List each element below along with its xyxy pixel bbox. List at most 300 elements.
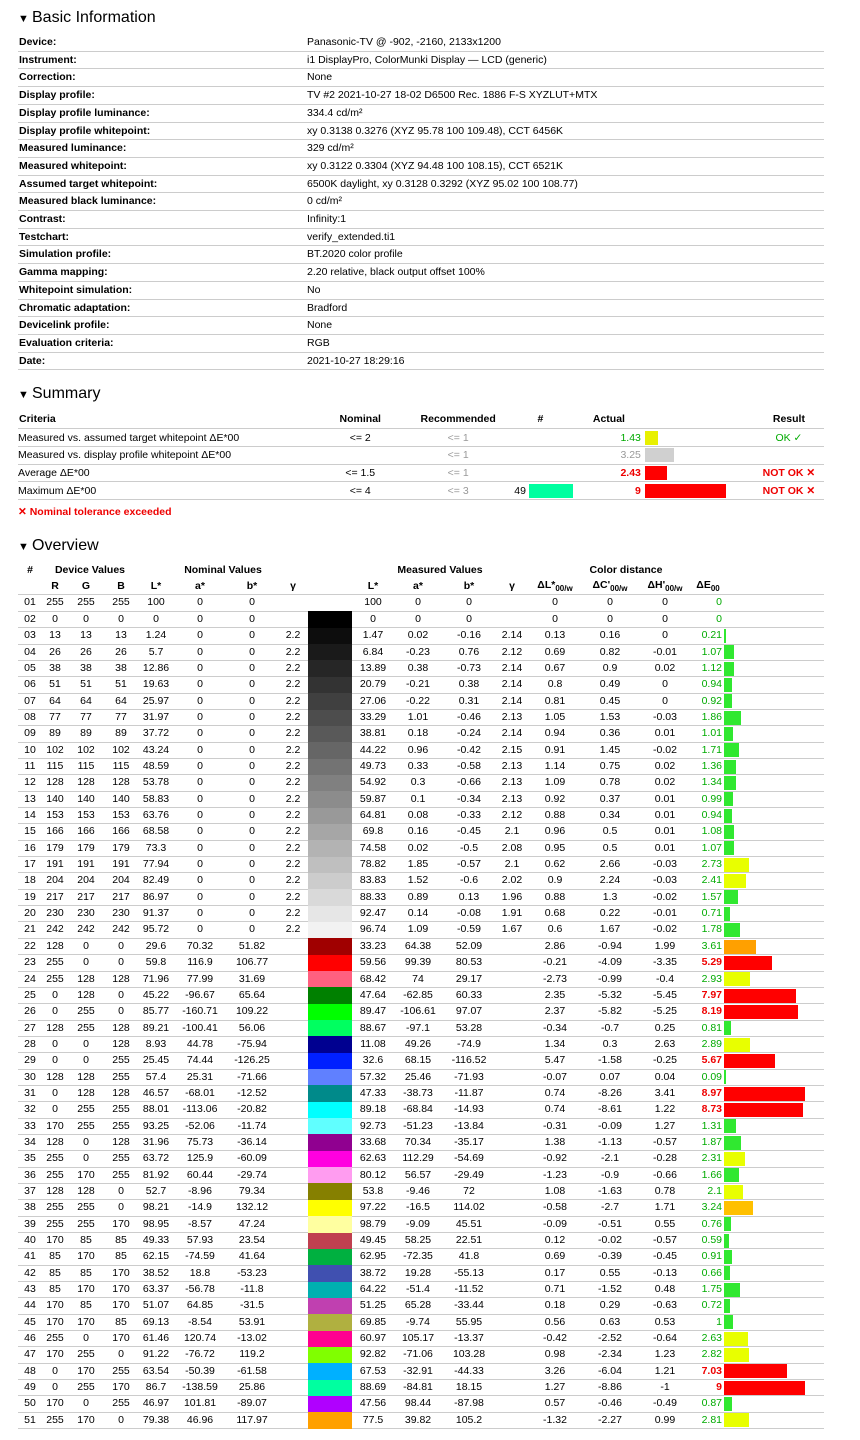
measured-l: 53.8	[352, 1183, 394, 1199]
delta-e-bar-cell	[724, 644, 824, 660]
g-value: 85	[68, 1265, 104, 1281]
nominal-gamma: 2.2	[278, 840, 308, 856]
patch-color	[308, 1134, 352, 1150]
delta-c: -8.61	[582, 1102, 638, 1118]
delta-e: 1.34	[692, 775, 724, 791]
r-value: 255	[42, 1200, 68, 1216]
b-value: 115	[104, 759, 138, 775]
color-swatch	[308, 611, 352, 627]
delta-h: -0.49	[638, 1396, 692, 1412]
summary-bar	[645, 484, 726, 498]
delta-e: 0.91	[692, 1249, 724, 1265]
delta-l: 0.17	[528, 1265, 582, 1281]
color-swatch	[308, 1412, 352, 1428]
b-value: 255	[104, 1151, 138, 1167]
nominal-b: 0	[226, 791, 278, 807]
summary-result: OK ✓	[754, 429, 824, 447]
nominal-gamma	[278, 595, 308, 612]
patch-color	[308, 742, 352, 758]
g-value: 77	[68, 710, 104, 726]
measured-gamma	[496, 1102, 528, 1118]
measured-gamma: 2.13	[496, 791, 528, 807]
table-row	[18, 1216, 824, 1232]
nominal-l: 68.58	[138, 824, 174, 840]
delta-e: 0.66	[692, 1265, 724, 1281]
delta-e-bar-cell	[724, 1085, 824, 1101]
r-value: 170	[42, 1347, 68, 1363]
delta-h: -0.57	[638, 1134, 692, 1150]
overview-heading[interactable]: ▼ Overview	[18, 536, 842, 556]
nominal-l: 46.57	[138, 1085, 174, 1101]
patch-color	[308, 1053, 352, 1069]
delta-h: 0.01	[638, 808, 692, 824]
summary-result: NOT OK ✕	[754, 482, 824, 500]
measured-b: -0.46	[442, 710, 496, 726]
patch-color	[308, 1069, 352, 1085]
measured-l: 64.22	[352, 1282, 394, 1298]
b-value: 170	[104, 1331, 138, 1347]
color-swatch	[308, 971, 352, 987]
info-value: 6500K daylight, xy 0.3128 0.3292 (XYZ 95.02 100 108.77)	[306, 175, 824, 193]
nominal-gamma	[278, 1216, 308, 1232]
delta-e-bar-cell	[724, 1183, 824, 1199]
delta-e-bar-cell	[724, 987, 824, 1003]
basic-info-table	[18, 34, 824, 370]
delta-e-bar-cell	[724, 1151, 824, 1167]
g-value: 128	[68, 987, 104, 1003]
row-number: 44	[18, 1298, 42, 1314]
delta-h: 0.01	[638, 791, 692, 807]
g-value: 170	[68, 1167, 104, 1183]
measured-a: 0.14	[394, 906, 442, 922]
delta-e: 2.82	[692, 1347, 724, 1363]
measured-b: -0.24	[442, 726, 496, 742]
delta-e-bar-cell	[724, 1134, 824, 1150]
nominal-gamma: 2.2	[278, 922, 308, 938]
nominal-b: 117.97	[226, 1412, 278, 1428]
delta-e: 1.12	[692, 660, 724, 676]
nominal-gamma: 2.2	[278, 808, 308, 824]
nominal-l: 100	[138, 595, 174, 612]
color-swatch	[308, 1102, 352, 1118]
nominal-a: 0	[174, 791, 226, 807]
measured-a: -16.5	[394, 1200, 442, 1216]
nominal-b: 0	[226, 759, 278, 775]
r-value: 217	[42, 889, 68, 905]
color-swatch	[308, 1004, 352, 1020]
col-delta-c: $\Delta C'_{00/w}$	[582, 578, 638, 595]
summary-heading[interactable]: ▼ Summary	[18, 384, 842, 404]
b-value: 102	[104, 742, 138, 758]
row-number: 13	[18, 791, 42, 807]
group-measured-values: Measured Values	[397, 564, 483, 577]
row-number: 40	[18, 1233, 42, 1249]
delta-e: 3.24	[692, 1200, 724, 1216]
measured-l: 88.33	[352, 889, 394, 905]
summary-recommended: <= 3	[408, 482, 508, 500]
table-row	[18, 1004, 824, 1020]
delta-c: -0.02	[582, 1233, 638, 1249]
measured-l: 33.68	[352, 1134, 394, 1150]
color-swatch	[308, 1069, 352, 1085]
info-key: Testchart:	[18, 228, 306, 246]
measured-a: 1.09	[394, 922, 442, 938]
b-value: 170	[104, 1265, 138, 1281]
col-b: B	[104, 578, 138, 595]
nominal-gamma	[278, 1298, 308, 1314]
info-value: xy 0.3122 0.3304 (XYZ 94.48 100 108.15), CCT 6521K	[306, 157, 824, 175]
r-value: 255	[42, 1216, 68, 1232]
nominal-gamma	[278, 1118, 308, 1134]
delta-h: -0.02	[638, 742, 692, 758]
nominal-gamma	[278, 1265, 308, 1281]
measured-l: 83.83	[352, 873, 394, 889]
nominal-l: 25.97	[138, 693, 174, 709]
delta-l: 0.68	[528, 906, 582, 922]
measured-b: -14.93	[442, 1102, 496, 1118]
nominal-gamma	[278, 1036, 308, 1052]
measured-gamma	[496, 1314, 528, 1330]
measured-b: -0.33	[442, 808, 496, 824]
info-value: 2021-10-27 18:29:16	[306, 352, 824, 370]
row-number: 38	[18, 1200, 42, 1216]
r-value: 128	[42, 1134, 68, 1150]
nominal-l: 91.22	[138, 1347, 174, 1363]
color-swatch	[308, 1020, 352, 1036]
measured-b: 72	[442, 1183, 496, 1199]
b-value: 0	[104, 1347, 138, 1363]
delta-e-bar	[724, 1005, 798, 1019]
nominal-l: 57.4	[138, 1069, 174, 1085]
patch-color	[308, 1200, 352, 1216]
delta-h: -1	[638, 1380, 692, 1396]
measured-a: 0.08	[394, 808, 442, 824]
patch-color	[308, 791, 352, 807]
delta-e-bar-cell	[724, 824, 824, 840]
info-row	[18, 211, 824, 229]
nominal-gamma	[278, 955, 308, 971]
nominal-a: 77.99	[174, 971, 226, 987]
g-value: 115	[68, 759, 104, 775]
g-value: 140	[68, 791, 104, 807]
table-row	[18, 628, 824, 644]
g-value: 64	[68, 693, 104, 709]
nominal-gamma	[278, 1004, 308, 1020]
delta-e-bar-cell	[724, 1102, 824, 1118]
info-value: No	[306, 281, 824, 299]
measured-b: -71.93	[442, 1069, 496, 1085]
nominal-l: 52.7	[138, 1183, 174, 1199]
nominal-a: 0	[174, 840, 226, 856]
info-row	[18, 281, 824, 299]
nominal-b: 0	[226, 775, 278, 791]
g-value: 255	[68, 1380, 104, 1396]
nominal-gamma	[278, 1085, 308, 1101]
row-number: 07	[18, 693, 42, 709]
row-number: 35	[18, 1151, 42, 1167]
delta-c: 1.45	[582, 742, 638, 758]
delta-h: 0.53	[638, 1314, 692, 1330]
summary-bar-cell	[645, 429, 754, 447]
measured-b: -0.5	[442, 840, 496, 856]
info-key: Device:	[18, 34, 306, 51]
info-key: Chromatic adaptation:	[18, 299, 306, 317]
delta-e-bar-cell	[724, 1347, 824, 1363]
nominal-gamma	[278, 1069, 308, 1085]
measured-a: 0	[394, 611, 442, 627]
delta-e-bar-cell	[724, 1004, 824, 1020]
nominal-gamma: 2.2	[278, 628, 308, 644]
collapse-triangle-icon[interactable]: ▼	[18, 541, 29, 554]
g-value: 170	[68, 1282, 104, 1298]
nominal-gamma	[278, 1412, 308, 1428]
measured-a: 112.29	[394, 1151, 442, 1167]
delta-c: 0.16	[582, 628, 638, 644]
nominal-l: 38.52	[138, 1265, 174, 1281]
b-value: 0	[104, 1004, 138, 1020]
nominal-a: 60.44	[174, 1167, 226, 1183]
measured-gamma	[496, 1363, 528, 1379]
nominal-a: 74.44	[174, 1053, 226, 1069]
delta-e: 1.71	[692, 742, 724, 758]
delta-c: 0.37	[582, 791, 638, 807]
nominal-gamma: 2.2	[278, 857, 308, 873]
measured-l: 27.06	[352, 693, 394, 709]
delta-l: 0	[528, 595, 582, 612]
delta-l: 1.08	[528, 1183, 582, 1199]
delta-c: 0.9	[582, 660, 638, 676]
table-row	[18, 693, 824, 709]
summary-result: NOT OK ✕	[754, 464, 824, 482]
delta-e-bar-cell	[724, 938, 824, 954]
delta-e: 2.63	[692, 1331, 724, 1347]
g-value: 51	[68, 677, 104, 693]
measured-a: -0.23	[394, 644, 442, 660]
b-value: 0	[104, 1412, 138, 1428]
delta-e-bar	[724, 1283, 740, 1297]
summary-recommended: <= 1	[408, 429, 508, 447]
measured-b: 29.17	[442, 971, 496, 987]
row-number: 47	[18, 1347, 42, 1363]
b-value: 85	[104, 1233, 138, 1249]
nominal-gamma: 2.2	[278, 889, 308, 905]
row-number: 42	[18, 1265, 42, 1281]
overview-table	[18, 562, 824, 1429]
delta-e-bar	[724, 1070, 726, 1084]
delta-e-bar-cell	[724, 1380, 824, 1396]
color-swatch	[308, 889, 352, 905]
table-row	[18, 1118, 824, 1134]
color-swatch	[308, 1134, 352, 1150]
measured-l: 92.82	[352, 1347, 394, 1363]
measured-l: 69.8	[352, 824, 394, 840]
delta-e-bar	[724, 1397, 732, 1411]
patch-color	[308, 857, 352, 873]
delta-h: 1.22	[638, 1102, 692, 1118]
color-swatch	[308, 857, 352, 873]
measured-b: -0.73	[442, 660, 496, 676]
delta-e: 0.81	[692, 1020, 724, 1036]
nominal-l: 49.33	[138, 1233, 174, 1249]
nominal-b: 0	[226, 906, 278, 922]
row-number: 24	[18, 971, 42, 987]
delta-h: -0.28	[638, 1151, 692, 1167]
b-value: 217	[104, 889, 138, 905]
collapse-triangle-icon[interactable]: ▼	[18, 389, 29, 402]
nominal-a: 57.93	[174, 1233, 226, 1249]
summary-nominal: <= 2	[312, 429, 408, 447]
color-swatch	[308, 922, 352, 938]
info-value: Bradford	[306, 299, 824, 317]
r-value: 255	[42, 955, 68, 971]
table-row	[18, 938, 824, 954]
delta-e-bar	[724, 1315, 733, 1329]
delta-e: 2.31	[692, 1151, 724, 1167]
measured-a: -51.23	[394, 1118, 442, 1134]
nominal-b: 0	[226, 677, 278, 693]
patch-color	[308, 628, 352, 644]
r-value: 0	[42, 1036, 68, 1052]
info-row	[18, 175, 824, 193]
col-number: #	[508, 410, 573, 429]
delta-c: 0.82	[582, 644, 638, 660]
delta-h: -0.63	[638, 1298, 692, 1314]
info-key: Gamma mapping:	[18, 264, 306, 282]
delta-e-bar-cell	[724, 1167, 824, 1183]
info-row	[18, 352, 824, 370]
color-swatch	[308, 1216, 352, 1232]
nominal-gamma	[278, 938, 308, 954]
delta-c: -0.9	[582, 1167, 638, 1183]
summary-bar-cell	[645, 447, 754, 465]
info-row	[18, 228, 824, 246]
basic-info-heading[interactable]: ▼ Basic Information	[18, 8, 842, 28]
patch-color	[308, 1183, 352, 1199]
col-nominal-b: b*	[226, 578, 278, 595]
measured-b: 0.38	[442, 677, 496, 693]
measured-l: 47.33	[352, 1085, 394, 1101]
measured-l: 38.81	[352, 726, 394, 742]
g-value: 204	[68, 873, 104, 889]
measured-b: -87.98	[442, 1396, 496, 1412]
measured-gamma: 2.1	[496, 824, 528, 840]
measured-l: 54.92	[352, 775, 394, 791]
nominal-b: -61.58	[226, 1363, 278, 1379]
measured-b: -0.34	[442, 791, 496, 807]
row-number: 19	[18, 889, 42, 905]
delta-h: 0.01	[638, 824, 692, 840]
nominal-gamma: 2.2	[278, 824, 308, 840]
col-delta-h: $\Delta H'_{00/w}$	[638, 578, 692, 595]
b-value: 166	[104, 824, 138, 840]
delta-h: 0.25	[638, 1020, 692, 1036]
nominal-b: -71.66	[226, 1069, 278, 1085]
delta-l: 1.38	[528, 1134, 582, 1150]
summary-number	[508, 447, 573, 465]
patch-color	[308, 677, 352, 693]
nominal-l: 61.46	[138, 1331, 174, 1347]
delta-e: 2.89	[692, 1036, 724, 1052]
measured-b: 45.51	[442, 1216, 496, 1232]
measured-gamma	[496, 1380, 528, 1396]
info-key: Date:	[18, 352, 306, 370]
measured-gamma: 2.13	[496, 775, 528, 791]
collapse-triangle-icon[interactable]: ▼	[18, 13, 29, 25]
nominal-a: 0	[174, 873, 226, 889]
measured-gamma: 2.02	[496, 873, 528, 889]
col-measured-a: a*	[394, 578, 442, 595]
nominal-gamma: 2.2	[278, 906, 308, 922]
patch-color	[308, 1085, 352, 1101]
color-swatch	[308, 1298, 352, 1314]
patch-color	[308, 1298, 352, 1314]
color-swatch	[308, 955, 352, 971]
nominal-l: 85.77	[138, 1004, 174, 1020]
delta-l: 0	[528, 611, 582, 627]
color-swatch	[308, 1282, 352, 1298]
patch-color	[308, 987, 352, 1003]
table-row	[18, 1134, 824, 1150]
g-value: 255	[68, 1020, 104, 1036]
b-value: 85	[104, 1249, 138, 1265]
info-row	[18, 69, 824, 87]
delta-c: -5.32	[582, 987, 638, 1003]
delta-e-bar-cell	[724, 873, 824, 889]
row-number: 39	[18, 1216, 42, 1232]
nominal-gamma	[278, 1314, 308, 1330]
g-value: 128	[68, 1069, 104, 1085]
r-value: 0	[42, 1380, 68, 1396]
nominal-l: 1.24	[138, 628, 174, 644]
patch-color	[308, 1036, 352, 1052]
nominal-gamma	[278, 1053, 308, 1069]
delta-e-bar-cell	[724, 1396, 824, 1412]
measured-b: -0.6	[442, 873, 496, 889]
measured-b: 114.02	[442, 1200, 496, 1216]
measured-b: -13.37	[442, 1331, 496, 1347]
delta-e-bar-cell	[724, 660, 824, 676]
nominal-b: 0	[226, 644, 278, 660]
patch-color	[308, 1004, 352, 1020]
color-swatch	[308, 726, 352, 742]
nominal-b: 0	[226, 873, 278, 889]
summary-bar-cell	[645, 464, 754, 482]
measured-a: 0.33	[394, 759, 442, 775]
row-number: 43	[18, 1282, 42, 1298]
delta-c: -8.26	[582, 1085, 638, 1101]
measured-a: -9.46	[394, 1183, 442, 1199]
row-number: 14	[18, 808, 42, 824]
nominal-a: 0	[174, 824, 226, 840]
g-value: 255	[68, 1102, 104, 1118]
delta-c: 0.45	[582, 693, 638, 709]
patch-color	[308, 922, 352, 938]
nominal-gamma: 2.2	[278, 791, 308, 807]
measured-b: -44.33	[442, 1363, 496, 1379]
nominal-l: 46.97	[138, 1396, 174, 1412]
measured-a: 0.02	[394, 628, 442, 644]
delta-h: -0.01	[638, 906, 692, 922]
nominal-gamma	[278, 1363, 308, 1379]
r-value: 13	[42, 628, 68, 644]
r-value: 255	[42, 595, 68, 612]
nominal-a: 0	[174, 628, 226, 644]
nominal-gamma	[278, 1151, 308, 1167]
info-value: i1 DisplayPro, ColorMunki Display — LCD (generic)	[306, 51, 824, 69]
g-value: 128	[68, 1085, 104, 1101]
delta-c: 0.49	[582, 677, 638, 693]
delta-c: 0.29	[582, 1298, 638, 1314]
